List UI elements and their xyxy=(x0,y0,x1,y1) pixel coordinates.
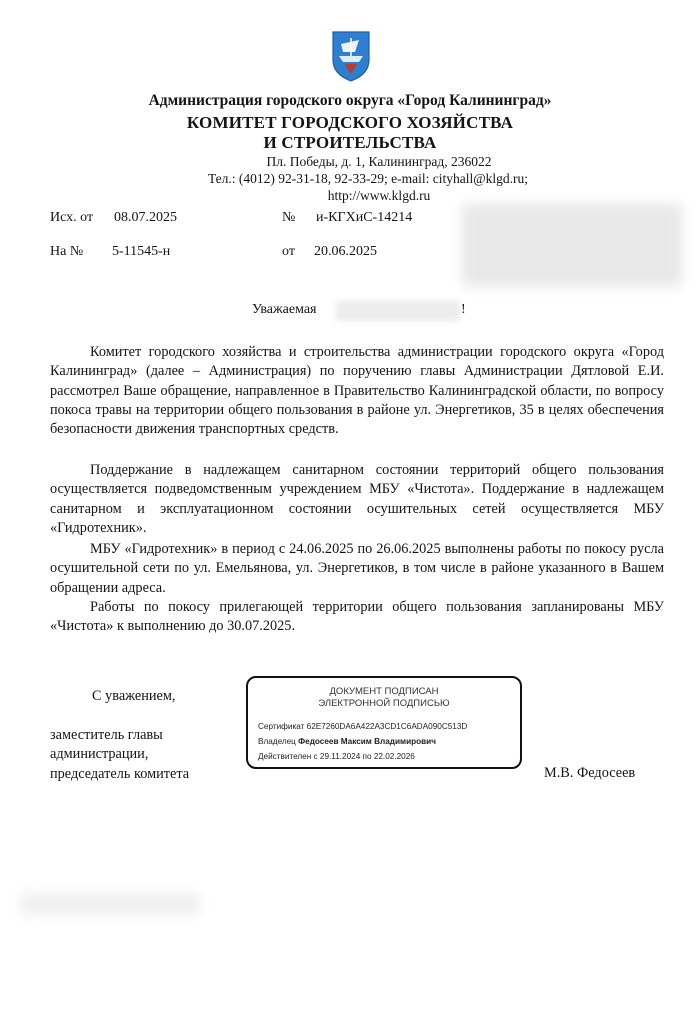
electronic-signature-stamp xyxy=(246,676,522,769)
stamp-owner: Владелец Федосеев Максим Владимирович xyxy=(258,737,436,746)
administration-title: Администрация городского округа «Город Калининград» xyxy=(148,92,552,109)
signatory-name: М.В. Федосеев xyxy=(544,765,636,781)
stamp-title-line1: ДОКУМЕНТ ПОДПИСАН xyxy=(329,686,439,697)
stamp-title-line2: ЭЛЕКТРОННОЙ ПОДПИСЬЮ xyxy=(318,698,450,709)
committee-title-line2: И СТРОИТЕЛЬСТВА xyxy=(263,133,437,152)
number-value: и-КГХиС-14214 xyxy=(316,210,413,225)
contacts: Тел.: (4012) 92-31-18, 92-33-29; e-mail: cityhall@klgd.ru; xyxy=(207,171,529,186)
reply-number: 5-11545-н xyxy=(112,244,171,259)
stamp-certificate: Сертификат 62E7260DA6A422A3CD1C6ADA090C513D xyxy=(258,722,468,731)
stamp-validity: Действителен с 29.11.2024 по 22.02.2026 xyxy=(258,752,415,761)
redacted-footer xyxy=(20,893,200,915)
redacted-recipient xyxy=(462,203,682,287)
outgoing-label: Исх. от xyxy=(50,210,94,225)
body-paragraph-3: МБУ «Гидротехник» в период с 24.06.2025 по 26.06.2025 выполнены работы по покосу русла осушительной сети по ул. Емельянова, ул. Энергетиков, в том числе в районе указанного в Вашем обращении адреса. xyxy=(50,541,664,596)
city-coat-of-arms-icon xyxy=(331,30,371,82)
website-link[interactable]: http://www.klgd.ru xyxy=(327,188,431,203)
reply-label: На № xyxy=(50,244,84,259)
body-paragraph-2: Поддержание в надлежащем санитарном состоянии территорий общего пользования осуществляется подведомственным учреждением МБУ «Чистота». Поддержание в надлежащем санитарном и эксплуатационном состоянии осушительных сетей осуществляется МБУ «Гидротехник». xyxy=(50,462,664,536)
reply-date: 20.06.2025 xyxy=(314,244,377,259)
redacted-name xyxy=(336,301,460,321)
position-line-2: администрации, xyxy=(50,746,149,762)
body-paragraph-4: Работы по покосу прилегающей территории общего пользования запланированы МБУ «Чистота» к выполнению до 30.07.2025. xyxy=(50,599,664,635)
address: Пл. Победы, д. 1, Калининград, 236022 xyxy=(266,154,492,169)
position-line-1: заместитель главы xyxy=(50,727,163,743)
regards: С уважением, xyxy=(92,688,176,704)
number-label: № xyxy=(282,210,296,225)
greeting-prefix: Уважаемая xyxy=(252,302,317,317)
body-paragraph-1: Комитет городского хозяйства и строительства администрации городского округа «Город Калининград» (далее – Администрация) по поручению главы Администрации Дятловой Е.И. рассмотрел Ваше обращение, направленное в Правительство Калининградской области, по вопросу покоса травы на территории общего пользования в районе ул. Энергетиков, 35 в целях обеспечения безопасности движения транспортных средств. xyxy=(50,344,664,438)
committee-title-line1: КОМИТЕТ ГОРОДСКОГО ХОЗЯЙСТВА xyxy=(186,113,514,132)
reply-date-label: от xyxy=(282,244,295,259)
position-line-3: председатель комитета xyxy=(50,766,190,782)
greeting-suffix: ! xyxy=(461,302,466,317)
outgoing-date: 08.07.2025 xyxy=(114,210,177,225)
